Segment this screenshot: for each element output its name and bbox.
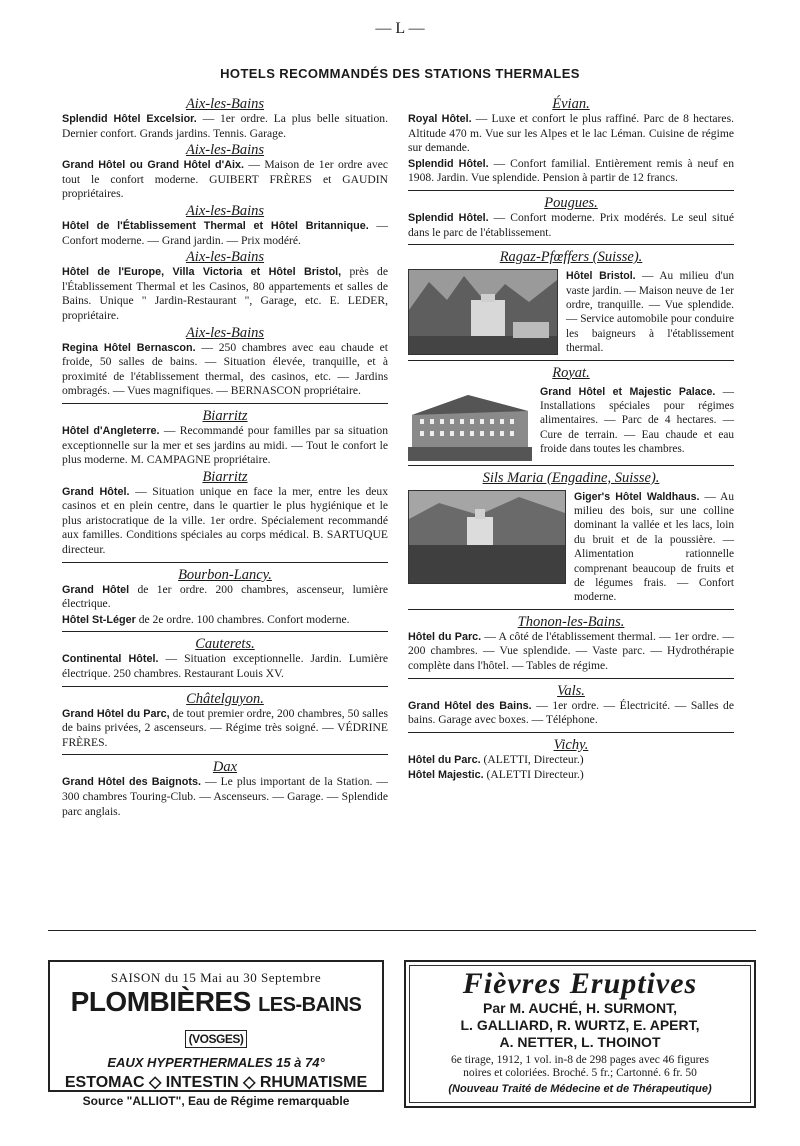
hotel-name: Hôtel d'Angleterre. [62, 424, 160, 437]
section-title: Biarritz [202, 407, 248, 424]
hotel-entry [62, 583, 388, 612]
hotel-entry [62, 707, 388, 751]
hotel-description: — 1er ordre. — Électricité. — Salles de bains. Garage avec boxes. — Téléphone. [408, 698, 734, 727]
photo-section-sils-maria [408, 470, 734, 610]
hotel-entry [408, 211, 734, 240]
section-title: Sils Maria (Engadine, Suisse). [482, 469, 660, 486]
hotel-name: Grand Hôtel [62, 583, 130, 596]
hotel-entry [408, 753, 734, 768]
hotel-name: Continental Hôtel. [62, 653, 159, 666]
hotel-description: — Maison de 1er ordre avec tout le confort moderne. GUIBERT FRÈRES et GAUDIN propriétaires. [62, 158, 388, 201]
hotel-description: — Confort moderne. Prix modérés. Le seul situé dans le parc de l'établissement. [408, 210, 735, 239]
right-column [408, 96, 734, 784]
hotel-name: Grand Hôtel des Bains. [408, 699, 532, 712]
section-title: Aix-les-Bains [185, 249, 265, 266]
hotel-description: (ALETTI, Directeur.) [480, 752, 584, 766]
hotel-description: — Le plus important de la Station. — 300 chambres Touring-Club. — Ascenseurs. — Garage. — Splendide parc anglais. [62, 775, 388, 818]
hotel-section [62, 408, 388, 468]
hotel-section [408, 737, 734, 783]
hotel-name: Grand Hôtel. [62, 485, 130, 498]
section-title: Aix-les-Bains [185, 324, 265, 341]
hotel-description: près de l'Établissement Thermal et les Casinos, 80 appartements et salles de Bains. Unique " Jardin-Restaurant ", Garage, etc. E. LEDER, propriétaire. [62, 265, 388, 322]
hotel-name: Splendid Hôtel. [408, 211, 489, 224]
book-edition: 6e tirage, 1912, 1 vol. in-8 de 298 pages avec 46 figures noires et coloriées. Broché. 5 fr.; Cartonné. 6 fr. 50 [450, 1054, 710, 1079]
hotel-entry [62, 424, 388, 468]
ad-town: PLOMBIÈRES LES-BAINS (VOSGES) [70, 986, 362, 1046]
hotel-description: — Au milieu des bois, sur une colline dominant la vallée et les lacs, loin du bruit et de la poussière. — Alimentation rationnelle comprenant beaucoup de fruits et de légumes frais. — Confort moderne. [574, 490, 734, 604]
hotel-description: — Recommandé pour familles par sa situation exceptionnelle sur la mer et ses jardins au midi. — Tout le confort le plus moderne. M. CAMPAGNE propriétaire. [62, 423, 388, 467]
section-divider [62, 631, 388, 632]
hotel-section [62, 759, 388, 819]
section-title: Vichy. [553, 736, 589, 753]
hotel-description: — Au milieu d'un vaste jardin. — Maison neuve de 1er ordre, tranquille. — Vue splendide. — Service automobile pour conduire les baigneurs à l'établissement thermal. [566, 270, 735, 355]
section-title: Aix-les-Bains [185, 202, 265, 219]
hotel-entry [62, 158, 388, 202]
hotel-description: — Situation unique en face la mer, entre les deux casinos et en plein centre, dans le quartier le plus hygiénique et le plus aristocratique de la ville. 1er ordre. Spécialement recommandé aux familles. Conditions spéciales au corps médical. B. SARTUQUE directeur. [62, 484, 388, 557]
section-title: Royat. [552, 364, 590, 381]
section-title: Aix-les-Bains [185, 142, 265, 159]
page-number: — L — [375, 20, 425, 37]
hotel-entry [408, 699, 734, 728]
hotel-entry [62, 652, 388, 681]
hotel-name: Grand Hôtel ou Grand Hôtel d'Aix. [62, 159, 245, 172]
hotel-entry [408, 768, 734, 783]
hotel-name: Hôtel de l'Établissement Thermal et Hôtel Britannique. [62, 219, 369, 232]
section-divider [62, 562, 388, 563]
hotel-section [62, 325, 388, 404]
hotel-description: — Confort familial. Entièrement remis à neuf en 1908. Jardin. Vue splendide. Pension à partir de 12 francs. [408, 156, 735, 185]
hotel-entry [62, 613, 388, 628]
section-title: Ragaz-Pfœffers (Suisse). [499, 249, 643, 266]
hotel-name: Grand Hôtel du Parc, [62, 707, 170, 720]
section-divider [408, 244, 734, 245]
section-title: Aix-les-Bains [185, 96, 265, 112]
hotel-name: Regina Hôtel Bernascon. [62, 341, 196, 354]
hotel-name: Grand Hôtel et Majestic Palace. [540, 385, 716, 398]
hotel-name: Splendid Hôtel. [408, 157, 489, 170]
hotel-section [62, 96, 388, 141]
book-title: Fièvres Eruptives [462, 967, 698, 1000]
hotel-section [62, 567, 388, 633]
hotel-photo-sils-maria [408, 490, 566, 584]
section-title: Châtelguyon. [186, 690, 264, 707]
hotel-description: — 250 chambres avec eau chaude et froide, 50 salles de bains. — Situation élevée, tranquille, et à proximité de l'établissement thermal, des casinos, etc. — Jardins ombragés. — Vues magnifiques. — BERNASCON propriétaire. [62, 340, 389, 398]
section-divider [62, 403, 388, 404]
section-title: Biarritz [202, 468, 248, 485]
section-divider [62, 686, 388, 687]
hotel-description: — Installations spéciales pour régimes alimentaires. — Parc de 4 hectares. — Cure de terrain. — Eau chaude et eau froide dans toutes les chambres. [540, 385, 734, 456]
hotel-description: — Luxe et confort le plus raffiné. Parc de 8 hectares. Altitude 470 m. Vue sur les Alpes et le lac Léman. Cuisine de régime sur demande. [408, 112, 734, 155]
hotel-description: de 1er ordre. 200 chambres, ascenseur, lumière électrique. [62, 582, 388, 611]
hotel-section [62, 203, 388, 248]
ad-waters: EAUX HYPERTHERMALES 15 à 74° [107, 1054, 325, 1070]
ad-season: SAISON du 15 Mai au 30 Septembre [110, 970, 322, 985]
hotel-section [62, 249, 388, 323]
left-column [62, 96, 388, 820]
hotel-entry [62, 341, 388, 399]
hotel-section [62, 636, 388, 686]
advertisement-plombieres [48, 960, 384, 1108]
section-title: Dax [212, 759, 238, 776]
ad-indications: ESTOMAC ◇ INTESTIN ◇ RHUMATISME [64, 1073, 368, 1091]
section-title: Pougues. [544, 194, 598, 211]
hotel-description: (ALETTI Directeur.) [483, 768, 584, 782]
hotel-name: Royal Hôtel. [408, 113, 472, 125]
hotel-entry [62, 775, 388, 819]
bottom-rule [48, 930, 756, 931]
hotel-entry [408, 630, 734, 674]
hotel-section [408, 683, 734, 733]
hotel-description: — Confort moderne. — Grand jardin. — Prix modéré. [62, 218, 388, 247]
hotel-name: Hôtel St-Léger [62, 613, 136, 626]
hotel-section [62, 142, 388, 202]
hotel-photo-ragaz [408, 269, 558, 355]
hotel-name: Hôtel de l'Europe, Villa Victoria et Hôtel Bristol, [62, 266, 342, 279]
hotel-description: — Situation exceptionnelle. Jardin. Lumière électrique. 250 chambres. Restaurant Louis XV. [62, 652, 388, 681]
hotel-name: Splendid Hôtel Excelsior. [62, 113, 197, 125]
hotel-entry [408, 112, 734, 156]
ad-source: Source "ALLIOT", Eau de Régime remarquable [82, 1093, 350, 1108]
section-title: Thonon-les-Bains. [517, 613, 625, 630]
photo-section-royat [408, 365, 734, 466]
section-divider [408, 678, 734, 679]
hotel-section [408, 614, 734, 679]
section-title: Bourbon-Lancy. [178, 566, 272, 583]
section-divider [408, 732, 734, 733]
book-authors: Par M. AUCHÉ, H. SURMONT, L. GALLIARD, R. WURTZ, E. APERT, A. NETTER, L. THOINOT [460, 1000, 700, 1050]
hotel-entry [408, 157, 734, 186]
hotel-name: Hôtel Bristol. [566, 270, 636, 283]
hotel-name: Giger's Hôtel Waldhaus. [574, 490, 700, 503]
section-divider [62, 754, 388, 755]
hotel-name: Hôtel du Parc. [408, 753, 481, 766]
hotel-name: Grand Hôtel des Baignots. [62, 776, 201, 789]
section-title: Cauterets. [195, 636, 255, 653]
section-divider [408, 190, 734, 191]
hotel-name: Hôtel du Parc. [408, 630, 482, 643]
hotel-entry [566, 269, 734, 355]
hotel-section [408, 195, 734, 245]
hotel-entry [62, 219, 388, 248]
hotel-section [62, 691, 388, 756]
hotel-section [62, 469, 388, 563]
hotel-entry [62, 485, 388, 558]
hotel-section [408, 96, 734, 191]
hotel-photo-royat [408, 385, 532, 461]
advertisement-book [404, 960, 756, 1108]
hotel-description: — A côté de l'établissement thermal. — 1er ordre. — 200 chambres. — Vue splendide. — Vaste parc. — Hydrothérapie complète dans l'hôtel. — Tables de régime. [408, 629, 734, 673]
hotel-description: — 1er ordre. La plus belle situation. Dernier confort. Grands jardins. Tennis. Garage. [62, 112, 389, 140]
hotel-name: Hôtel Majestic. [408, 769, 484, 782]
hotel-entry [62, 265, 388, 323]
section-title: Évian. [552, 96, 590, 112]
hotel-entry [574, 490, 734, 605]
book-series: (Nouveau Traité de Médecine et de Thérapeutique) [448, 1083, 712, 1095]
hotel-description: de tout premier ordre, 200 chambres, 50 salles de bains privées, 2 ascenseurs. — Régime très soigné. — VÉDRINE FRÈRES. [62, 706, 388, 749]
hotel-entry [540, 385, 734, 461]
photo-section-ragaz [408, 249, 734, 360]
hotel-description: de 2e ordre. 100 chambres. Confort moderne. [135, 612, 350, 626]
page-title: HOTELS RECOMMANDÉS DES STATIONS THERMALES [220, 66, 580, 81]
hotel-entry [62, 112, 388, 141]
section-title: Vals. [557, 682, 585, 699]
